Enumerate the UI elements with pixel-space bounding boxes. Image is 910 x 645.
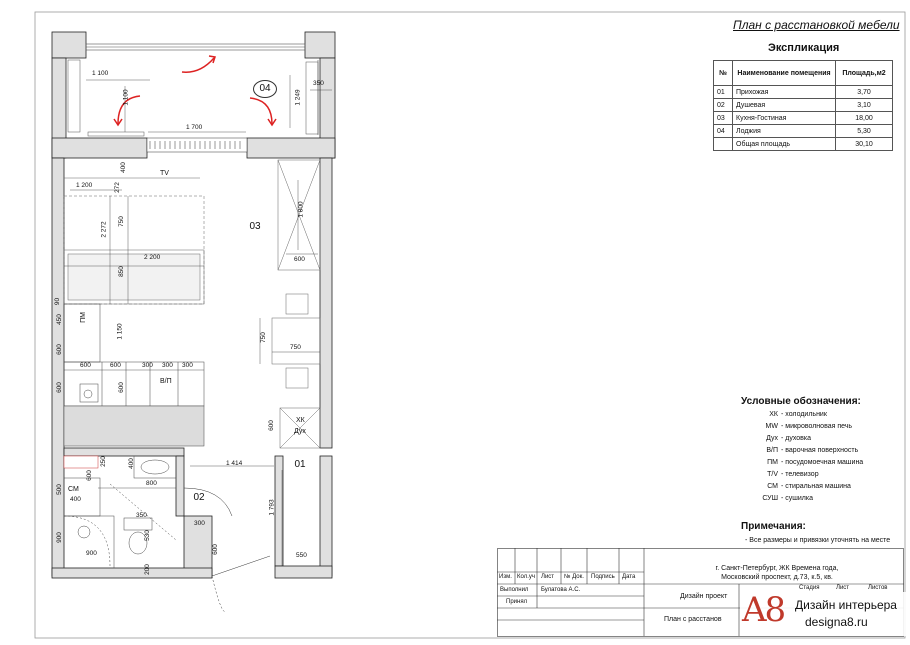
legend-code: СМ	[767, 483, 778, 490]
table-cell: 03	[714, 112, 733, 125]
stamp-address-1: г. Санкт-Петербург, ЖК Времена года,	[715, 565, 839, 572]
stamp-sheet-name: План с расстанов	[664, 616, 722, 623]
column-header: №	[714, 61, 733, 86]
legend-item	[752, 483, 851, 490]
dim-label: 500	[55, 484, 63, 495]
loggia-window	[66, 44, 318, 135]
dim-label: 300	[194, 520, 205, 527]
legend-item	[752, 411, 827, 418]
stamp-header-date: Дата	[622, 574, 636, 580]
table-cell: 01	[714, 86, 733, 99]
stamp-project-name: Дизайн проект	[680, 593, 728, 600]
table-row-total	[714, 138, 893, 151]
room-number-04: 04	[253, 80, 277, 98]
legend-code: ПМ	[767, 459, 778, 466]
column-header: Площадь,м2	[836, 61, 893, 86]
legend-text: - стиральная машина	[781, 483, 851, 490]
hob-label: В/П	[160, 378, 172, 385]
dim-label: 300	[142, 362, 153, 369]
table-cell	[714, 138, 733, 151]
room-number-02: 02	[193, 492, 205, 503]
legend-text: - холодильник	[781, 411, 827, 418]
dim-label: 1 414	[226, 460, 243, 467]
dim-label: 272	[113, 182, 121, 193]
dim-label: 250	[99, 456, 107, 467]
dim-label: 600	[55, 344, 63, 355]
dim-label: 1 700	[186, 124, 203, 131]
brand-line-1: Дизайн интерьера	[795, 598, 897, 612]
table-cell: Общая площадь	[733, 138, 836, 151]
legend-text: - микроволновая печь	[781, 423, 853, 430]
explication-table	[713, 60, 893, 151]
legend-code: T/V	[767, 471, 778, 478]
sheet-title: План с расстановкой мебели	[733, 18, 900, 32]
balcony-door	[147, 138, 247, 152]
stamp-sheet-label: Лист	[836, 585, 850, 591]
red-rotation-arrows	[114, 56, 276, 125]
stamp-stage-label: Стадия	[799, 585, 820, 591]
dim-label: 400	[70, 496, 81, 503]
dim-label: 550	[296, 552, 307, 559]
stamp-header-kolvo: Кол.уч	[517, 574, 535, 580]
bathroom	[64, 456, 176, 568]
dim-label: 600	[117, 382, 125, 393]
dim-label: 450	[55, 314, 63, 325]
dim-label: 600	[110, 362, 121, 369]
table-cell: 04	[714, 125, 733, 138]
legend-text: - телевизор	[781, 471, 819, 478]
tv-label: TV	[160, 170, 169, 177]
dishwasher-label: ПМ	[80, 312, 87, 323]
stamp-done-name: Булатова А.С.	[541, 587, 581, 593]
dim-label: 1 793	[268, 499, 276, 516]
dim-label: 400	[119, 162, 127, 173]
column-header: Наименование помещения	[733, 61, 836, 86]
legend-item	[752, 495, 813, 502]
table-cell: Кухня-Гостиная	[733, 112, 836, 125]
dim-label: 850	[117, 266, 125, 277]
table-cell: 30,10	[836, 138, 893, 151]
room-number-03: 03	[249, 221, 261, 232]
legend-text: - посудомоечная машина	[781, 459, 864, 466]
washing-machine-label: СМ	[68, 486, 79, 493]
table-row	[714, 86, 893, 99]
legend-item	[752, 435, 811, 442]
legend-text: - духовка	[781, 435, 812, 442]
dim-label: 600	[267, 420, 275, 431]
dim-label: 300	[162, 362, 173, 369]
table-cell: 02	[714, 99, 733, 112]
dim-label: 1 100	[122, 89, 130, 106]
stamp-header-sign: Подпись	[591, 574, 615, 580]
table-cell: 5,30	[836, 125, 893, 138]
dim-label: 350	[136, 512, 147, 519]
legend-code: Дух	[766, 435, 778, 442]
dim-label: 750	[290, 344, 301, 351]
dim-label: 2 272	[100, 221, 108, 238]
dim-label: 530	[143, 530, 151, 541]
table-cell: Лоджия	[733, 125, 836, 138]
living-furniture	[64, 160, 320, 448]
table-cell: Прихожая	[733, 86, 836, 99]
table-header-row	[714, 61, 893, 86]
dim-label: 1 100	[92, 70, 109, 77]
table-row	[714, 99, 893, 112]
dim-label: 1 200	[76, 182, 93, 189]
stamp-header-izm: Изм.	[499, 574, 512, 580]
dim-label: 400	[127, 458, 135, 469]
dim-label: 750	[259, 332, 267, 343]
table-row	[714, 125, 893, 138]
dim-label: 750	[117, 216, 125, 227]
kitchen	[64, 304, 204, 446]
table-cell: 18,00	[836, 112, 893, 125]
brand-line-2: designa8.ru	[805, 615, 868, 629]
dim-label: 900	[55, 532, 63, 543]
notes-text: - Все размеры и привязки уточнять на месте	[745, 537, 891, 544]
dim-label: 1 249	[294, 89, 302, 106]
brand-logo: A8	[742, 590, 785, 630]
dim-label: 600	[80, 362, 91, 369]
legend-code: В/П	[766, 447, 778, 454]
stamp-address-2: Московский проспект, д.73, к.5, кв.	[721, 574, 833, 581]
table-cell: 3,70	[836, 86, 893, 99]
legend-text: - варочная поверхность	[781, 447, 859, 454]
legend-item	[752, 447, 858, 454]
legend-item	[752, 423, 852, 430]
dim-label: 1 800	[297, 201, 305, 218]
legend-item	[752, 459, 863, 466]
stamp-accepted-label: Принял	[506, 599, 528, 605]
table-row	[714, 112, 893, 125]
dim-label: 600	[294, 256, 305, 263]
dim-label: 600	[55, 382, 63, 393]
dim-label: 300	[182, 362, 193, 369]
dim-label: 900	[86, 550, 97, 557]
dim-label: 200	[143, 564, 151, 575]
legend-code: MW	[765, 423, 778, 430]
stamp-sheets-label: Листов	[868, 585, 888, 591]
room-number-01: 01	[294, 459, 306, 470]
notes-title: Примечания:	[741, 521, 806, 532]
stamp-done-label: Выполнил	[500, 587, 529, 593]
legend-title: Условные обозначения:	[741, 396, 861, 407]
legend-item	[752, 471, 819, 478]
oven-label: Дух	[294, 428, 306, 435]
legend-code: СУШ	[762, 495, 778, 502]
dim-label: 800	[146, 480, 157, 487]
table-cell: Душевая	[733, 99, 836, 112]
explication-title: Экспликация	[768, 42, 840, 54]
legend-text: - сушилка	[781, 495, 813, 502]
stamp-header-list: Лист	[541, 574, 555, 580]
table-cell: 3,10	[836, 99, 893, 112]
legend-code: ХК	[769, 411, 778, 418]
dim-label: 1 150	[116, 323, 124, 340]
dim-label: 600	[85, 470, 93, 481]
dim-label: 600	[211, 544, 219, 555]
fridge-label: ХК	[296, 417, 305, 424]
stamp-header-doc: № Док.	[564, 574, 584, 580]
dim-label: 90	[54, 297, 62, 306]
dim-label: 2 200	[144, 254, 161, 261]
dim-label: 350	[313, 80, 324, 87]
